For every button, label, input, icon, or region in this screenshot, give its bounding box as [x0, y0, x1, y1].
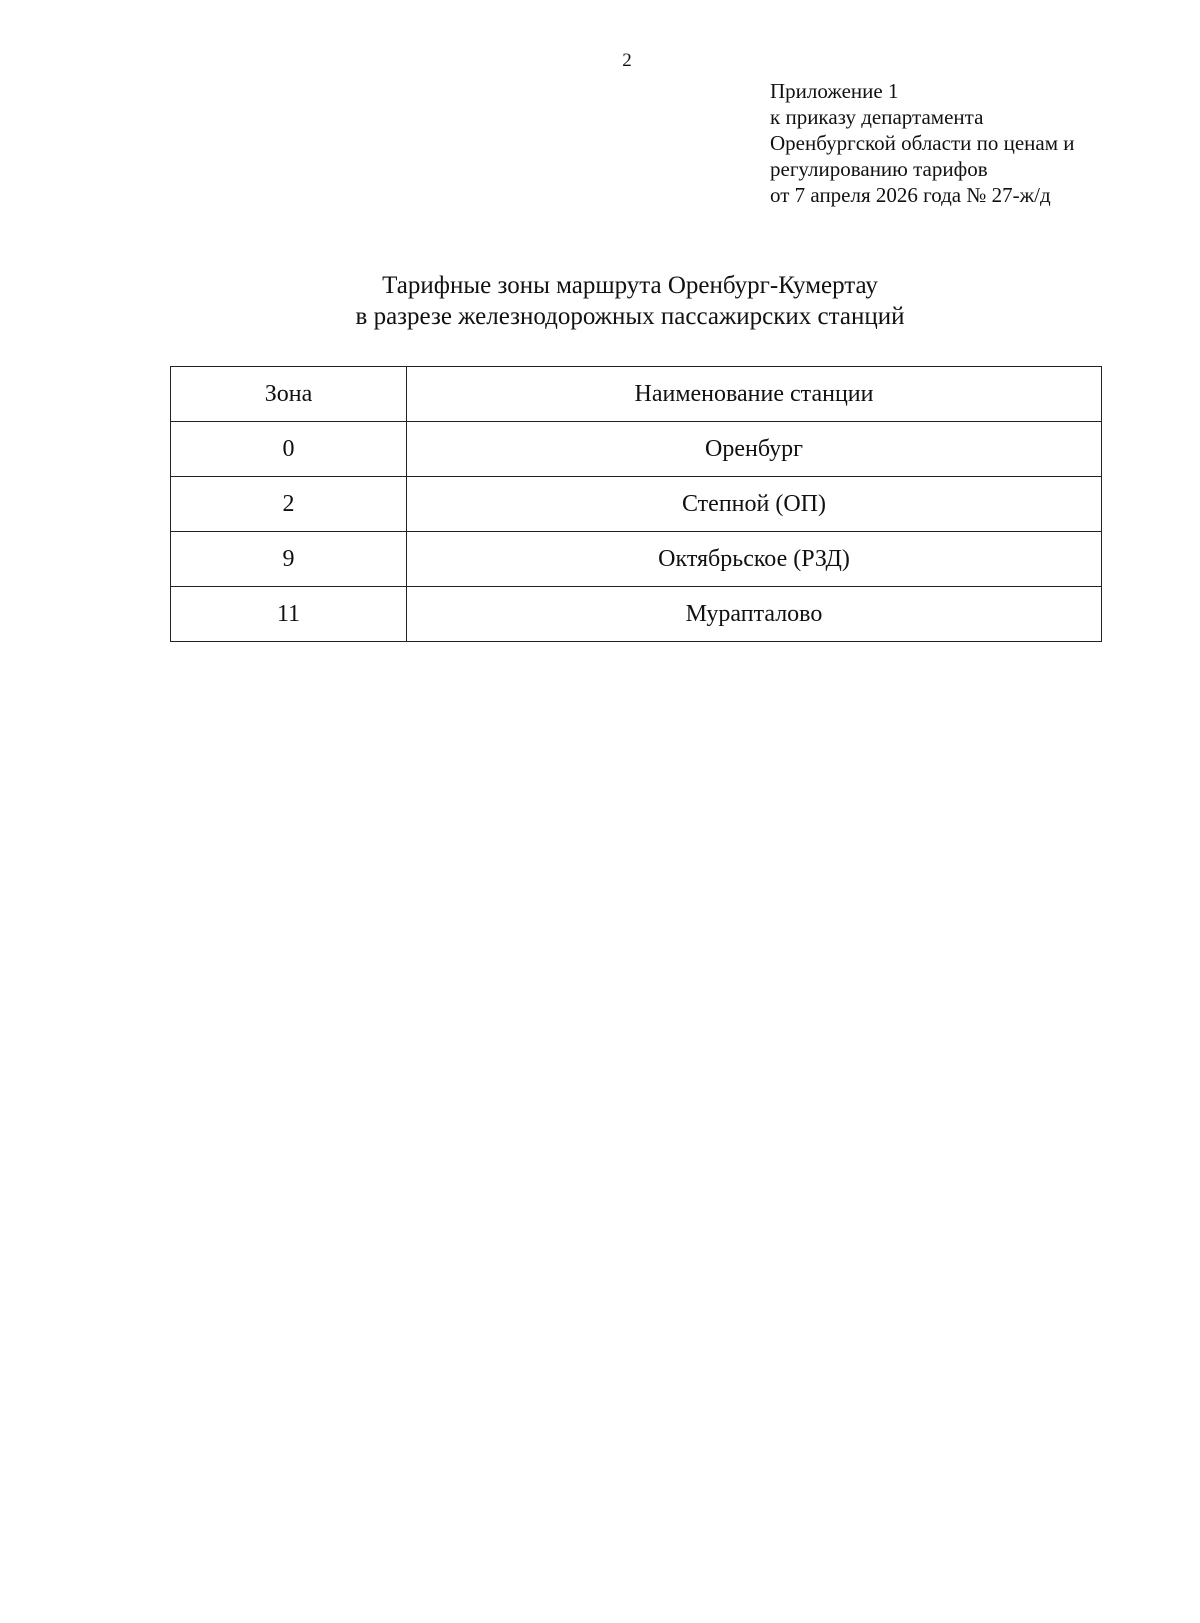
appendix-line: от 7 апреля 2026 года № 27-ж/д: [770, 183, 1051, 207]
title-line-1: Тарифные зоны маршрута Оренбург-Кумертау: [382, 272, 878, 299]
appendix-line: регулированию тарифов: [770, 157, 988, 181]
zone-cell: 11: [171, 587, 407, 642]
appendix-line: к приказу департамента: [770, 105, 984, 129]
header-station: Наименование станции: [407, 367, 1102, 422]
zone-cell: 9: [171, 532, 407, 587]
appendix-line: Приложение 1: [770, 79, 899, 103]
appendix-line: Оренбургской области по ценам и: [770, 131, 1075, 155]
table-row: [171, 477, 1102, 532]
appendix-block: [770, 78, 1075, 208]
document-title: [170, 270, 1090, 332]
table-row: [171, 587, 1102, 642]
table-header-row: [171, 367, 1102, 422]
station-cell: Оренбург: [407, 422, 1102, 477]
station-cell: Октябрьское (РЗД): [407, 532, 1102, 587]
page-number: 2: [622, 50, 632, 71]
table-row: [171, 422, 1102, 477]
station-cell: Степной (ОП): [407, 477, 1102, 532]
title-line-2: в разрезе железнодорожных пассажирских станций: [355, 303, 905, 330]
zone-cell: 2: [171, 477, 407, 532]
header-zone: Зона: [171, 367, 407, 422]
station-cell: Мурапталово: [407, 587, 1102, 642]
tariff-zones-table: [170, 366, 1102, 642]
zone-cell: 0: [171, 422, 407, 477]
table-row: [171, 532, 1102, 587]
